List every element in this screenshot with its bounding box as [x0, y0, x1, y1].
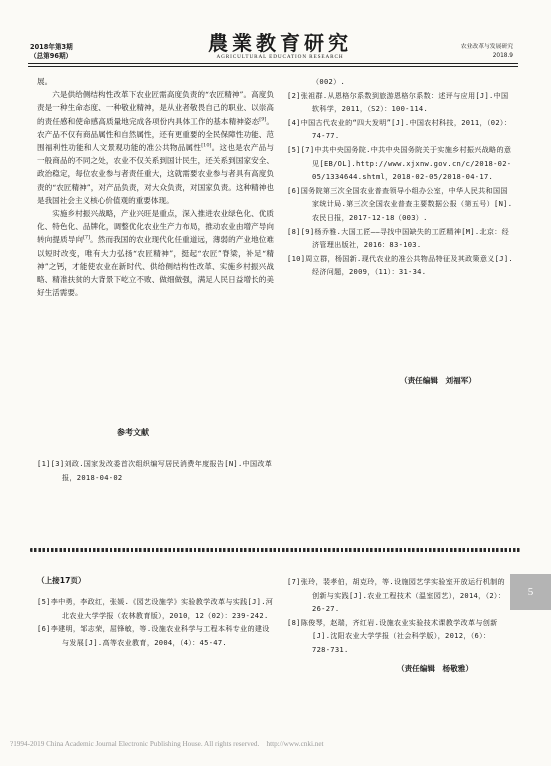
reference-item: [4]中国古代农业的“四大发明”[J].中国农村科技，2011，（02）：74-77. — [287, 117, 512, 141]
reference-item: [5][7]中共中央国务院.中共中央国务院关于实施乡村振兴战略的意见[EB/OL].http://www.xjxnw.gov.cn/c/2018-02-05/1334644.shtml，2018-02-05/2018-04-17. — [287, 144, 512, 182]
header-rule-thin — [28, 66, 518, 67]
issue-date: 2018.9 — [492, 53, 513, 59]
issue-info — [30, 43, 73, 61]
paragraph: 六是供给侧结构性改革下农业匠需高度负责的“农匠精神”。高度负责是一种生命态度、一种敬业精神，是从业者敬畏自己的职业、以崇高的责任感和使命感高质量地完成各项份内具体工作的基本精神姿态[9]。农产品不仅有商品属性和自然属性，还有更重要的全民保障性功能、范围福利性功能和人文景观功能的准公共物品属性[10]。这也是农产品与一般商品的不同之处，农业不仅关系到国计民生，还关系到国家安全、政治稳定，每位农业参与者责任重大，这就需要农业参与者具有高度负责的“农匠精神”，对产品负责，对大众负责，对国家负责。这种精神也是我国社会主义核心价值观的重要体现。 — [37, 90, 275, 205]
reference-item: [7]张玲，裴孝伯，胡克玲，等.设施园艺学实验室开放运行机制的创新与实践[J].农业工程技术（温室园艺），2014，（2）：26-27. — [287, 577, 506, 614]
citation: [10] — [201, 142, 212, 149]
reference-item: [2]张祖群.从恩格尔系数到旅游恩格尔系数：述评与应用[J].中国软科学，2011，（S2）：100-114. — [287, 90, 509, 114]
header-rule-thick — [28, 63, 518, 64]
reference-continued: （002）. — [312, 77, 346, 86]
journal-title: 農業教育研究 — [208, 31, 352, 55]
section-divider — [30, 548, 520, 552]
continued-from-label: （上接17页） — [37, 576, 86, 585]
reference-list-right — [287, 75, 513, 279]
references-heading: 参考文献 — [117, 428, 149, 437]
citation: [9] — [259, 116, 267, 123]
paragraph: 展。 — [37, 77, 53, 86]
section-name: 农业改革与发展研究 — [460, 44, 513, 50]
reference-item: [8][9]杨乔雅.大国工匠——寻找中国缺失的工匠精神[M].北京：经济管理出版社，2016：83-103. — [287, 226, 510, 250]
editor-credit: （责任编辑 刘福军） — [400, 376, 476, 385]
citation: [7] — [82, 234, 91, 241]
editor-credit: （责任编辑 杨敬雅） — [397, 664, 473, 673]
paragraph: 实施乡村振兴战略，产业兴旺是重点，深入推进农业绿色化、优质化、特色化、品牌化，调整优化农业生产力布局，推动农业由增产导向转向提质导向[7]。然而我国的农业现代化任重道远，薄弱的产业地位难以短时改变，唯有大力弘扬“农匠精神”，挺起“农匠”脊梁，补足“精神”之钙，才能使农业在新时代、供给侧结构性改革、实施乡村振兴战略、精准扶贫的大背景下屹立不败、做细做强，满足人民日益增长的美好生活需要。 — [37, 209, 275, 298]
left-column-text — [37, 75, 274, 299]
reference-item: [6]国务院第三次全国农业普查领导小组办公室，中华人民共和国国家统计局.第三次全国农业普查主要数据公报（第五号）[N].农民日报，2017-12-18（003）. — [287, 185, 513, 222]
issue-number: 2018年第3期 — [30, 43, 73, 51]
continued-reference-list-right — [287, 575, 507, 657]
section-info — [461, 43, 513, 61]
issue-total: （总第96期） — [30, 52, 73, 60]
reference-list-left — [37, 457, 274, 484]
reference-item: [5]李中勇，李政红，张媛.《园艺设施学》实验教学改革与实践[J].河北农业大学学报（农林教育版），2010，12（02）：239-242. — [37, 597, 274, 620]
continued-reference-list-left — [37, 595, 274, 649]
reference-item: [6]李建明，邹志荣，屈锋敏，等.设施农业科学与工程本科专业的建设与发展[J].高等农业教育，2004，（4）：45-47. — [37, 624, 270, 647]
journal-masthead — [150, 32, 410, 61]
reference-item: [8]陈俊琴，赵瑞，齐红岩.设施农业实验技术课教学改革与创新[J].沈阳农业大学学报（社会科学版），2012，（6）：728-731. — [287, 617, 498, 654]
copyright-footer: ?1994-2019 China Academic Journal Electronic Publishing House. All rights reserved. http://www.cnki.net — [10, 740, 324, 748]
reference-item: [1][3]刘政.国家发改委首次组织编写居民消费年度报告[N].中国改革报，2018-04-02 — [37, 459, 273, 482]
page-number-tab: 5 — [510, 574, 551, 610]
journal-title-en: AGRICULTURAL EDUCATION RESEARCH — [216, 54, 344, 60]
reference-item: [10]周立群，杨国新.现代农业的准公共物品特征及其政策意义[J].经济问题，2009，（11）：31-34. — [287, 253, 513, 277]
